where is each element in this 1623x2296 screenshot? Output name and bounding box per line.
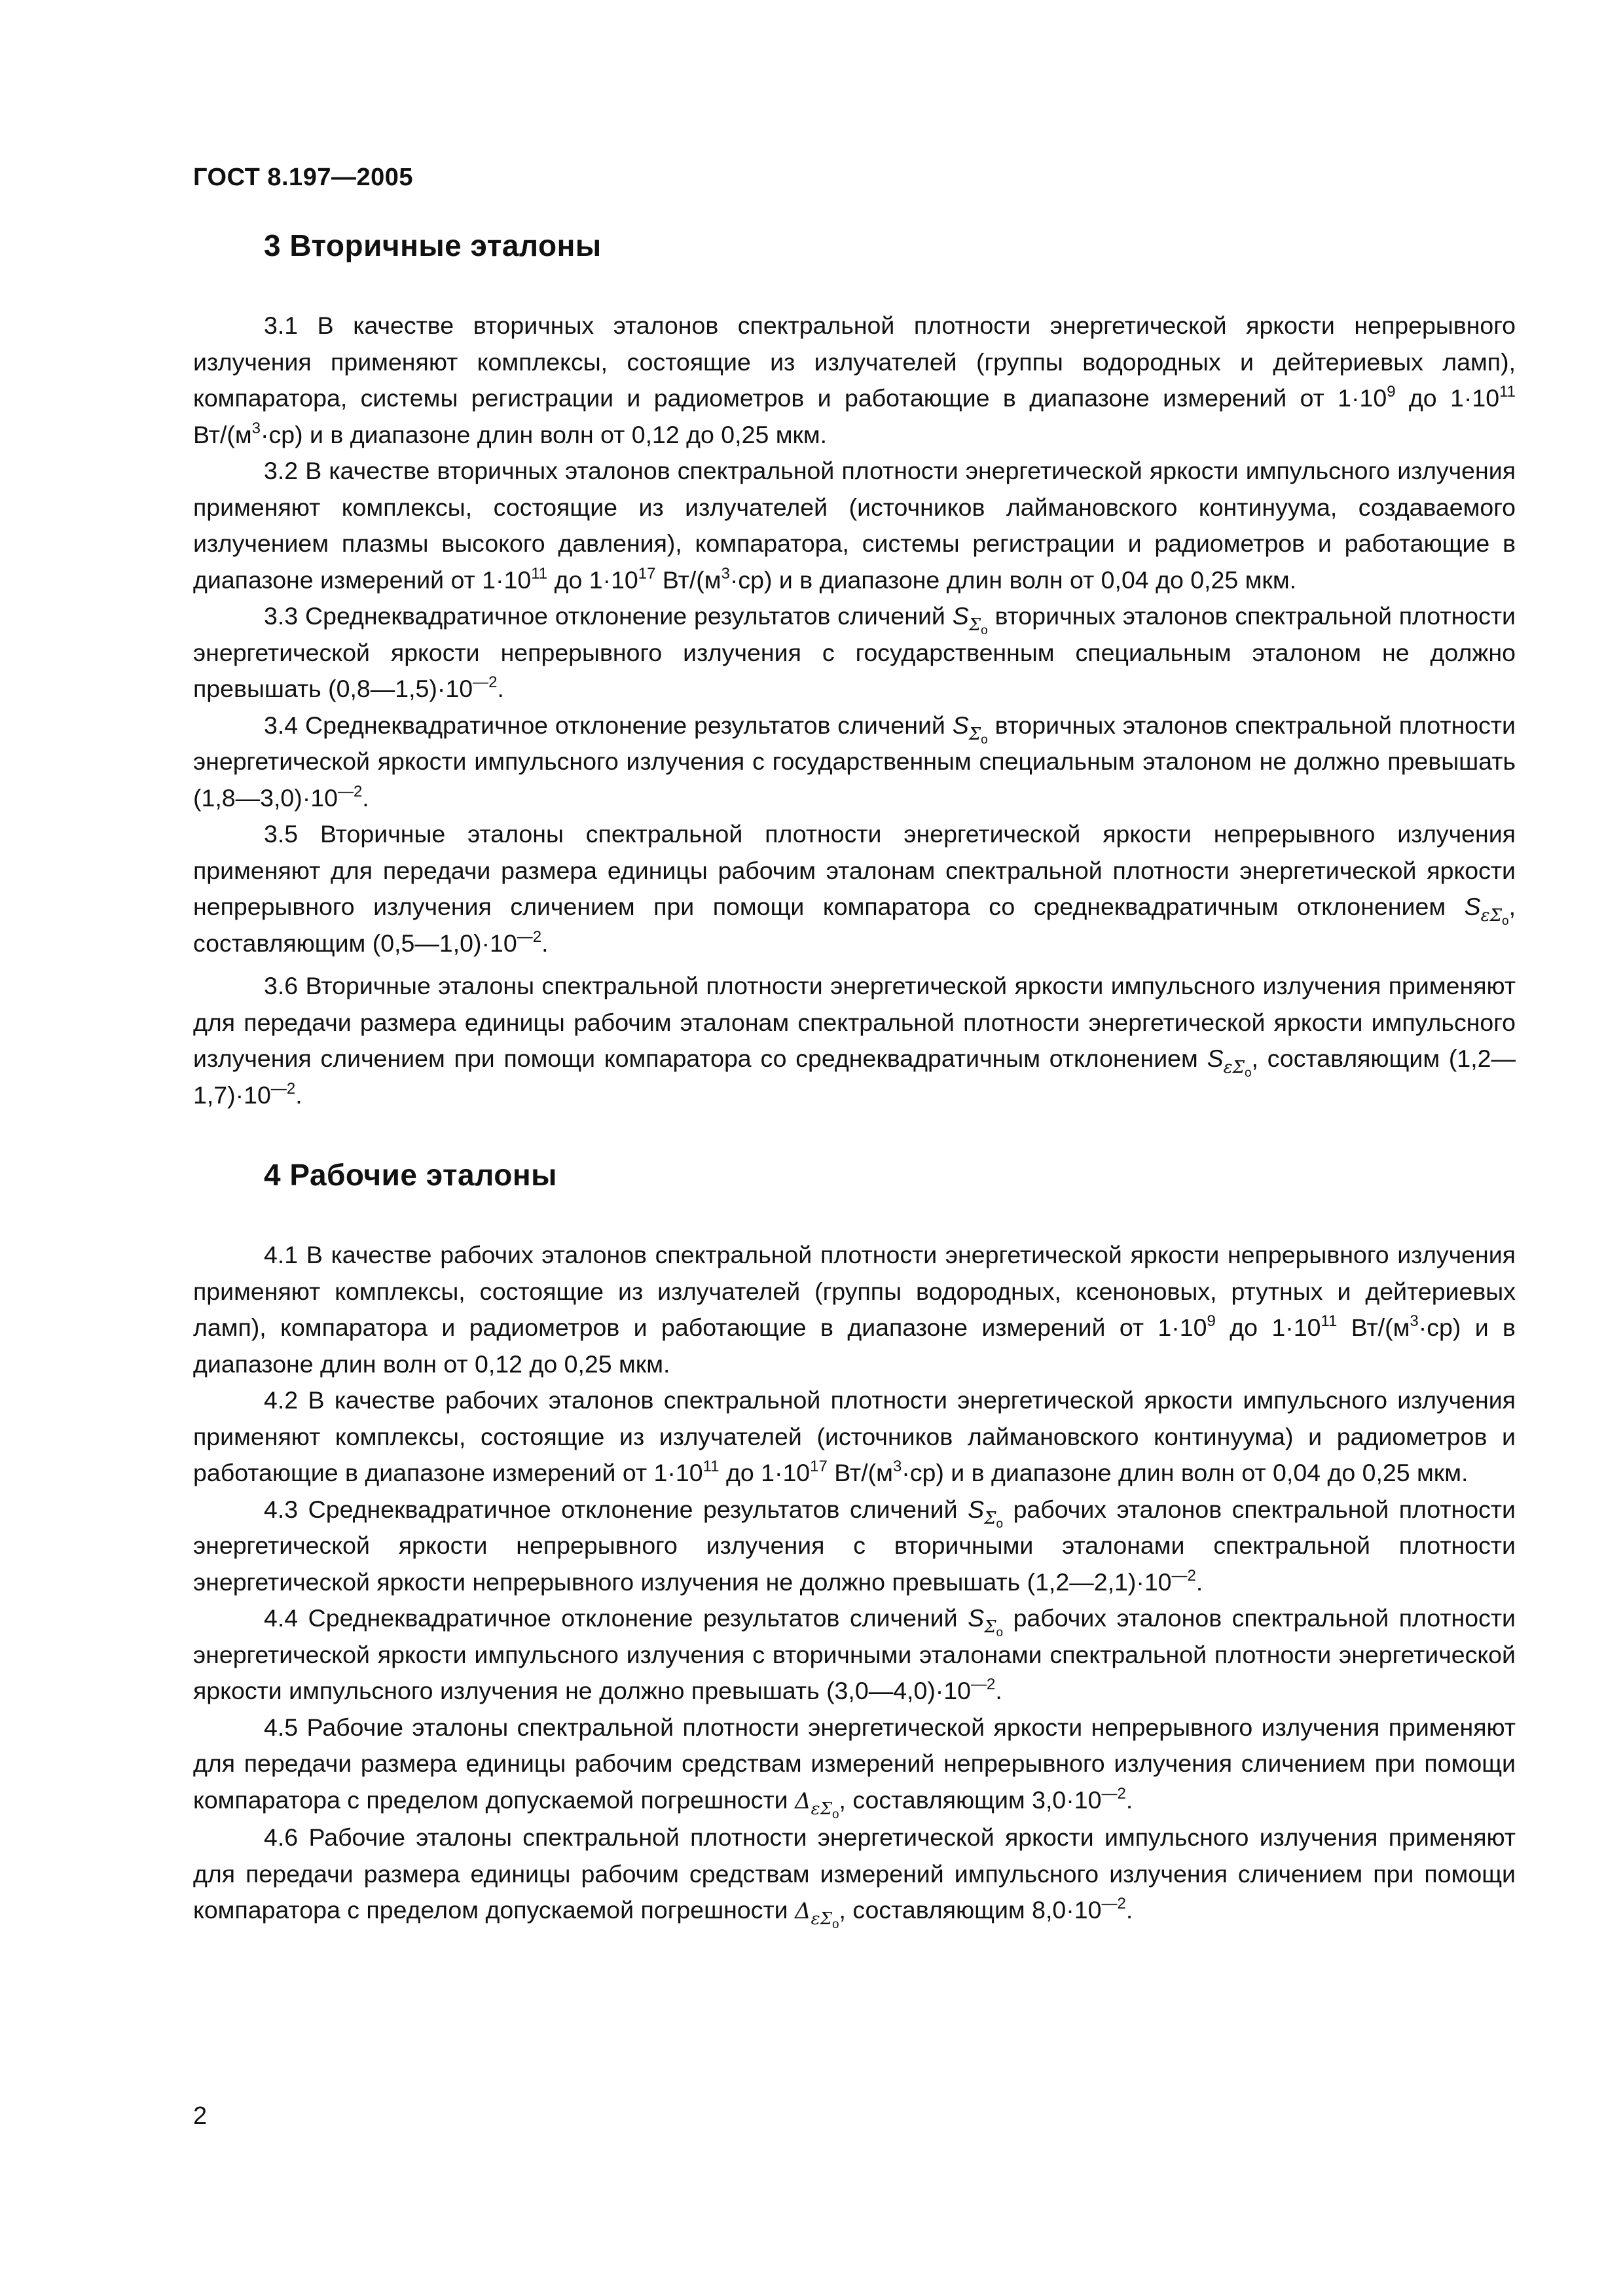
clause-3-3: 3.3 Среднеквадратичное отклонение результатов сличений $S_{\Sigma_о}$ вторичных эталонов спектральной плотности энергетической яркости непрерывного излучения с государственным специальным эталоном не должно превышать $(0,8—1,5)\cdot 10^{—2}$. [193,602,1516,702]
section-body [193,308,1516,1113]
symbol-s: S [952,711,969,739]
symbol-s: S [952,602,969,630]
document-code: ГОСТ 8.197—2005 [193,164,413,191]
section-3 [193,228,1516,1113]
page-number: 2 [193,2102,208,2130]
clause-3-4: 3.4 Среднеквадратичное отклонение результатов сличений $S_{\Sigma_о}$ вторичных эталонов спектральной плотности энергетической яркости импульсного излучения с государственным специальным эталоном не должно превышать $(1,8—3,0)\cdot 10^{—2}$. [193,711,1516,812]
section-heading: 3 Вторичные эталоны [264,228,602,262]
symbol-s: S [1207,1045,1224,1072]
section-heading: 4 Рабочие эталоны [264,1158,557,1192]
clause-4-3: 4.3 Среднеквадратичное отклонение результатов сличений $S_{\Sigma_о}$ рабочих эталонов спектральной плотности энергетической яркости непрерывного излучения с вторичными эталонами спектральной плотности энергетической яркости непрерывного излучения не должно превышать $(1,2—2,1)\cdot 10^{—2}$. [193,1495,1516,1596]
clause-4-2: 4.2 В качестве рабочих эталонов спектральной плотности энергетической яркости импульсного излучения применяют комплексы, состоящие из излучателей (источников лаймановского континуума) и радиометров и работающие в диапазоне измерений от $1\cdot 10^{11}$ до $1\cdot 10^{17}$ $Вт/(м^3\cdot ср)$ и в диапазоне длин волн от 0,04 до 0,25 мкм. [193,1386,1516,1486]
symbol-delta: Δ [795,1898,811,1924]
clause-3-2: 3.2 В качестве вторичных эталонов спектральной плотности энергетической яркости импульсного излучения применяют комплексы, состоящие из излучателей (источников лаймановского континуума, создаваемого излучением плазмы высокого давления), компаратора, системы регистрации и радиометров и работающие в диапазоне измерений от $1\cdot 10^{11}$ до $1\cdot 10^{17}$ $Вт/(м^3\cdot ср)$ и в диапазоне длин волн от 0,04 до 0,25 мкм. [193,457,1516,594]
clause-3-6: 3.6 Вторичные эталоны спектральной плотности энергетической яркости импульсного излучения применяют для передачи размера единицы рабочим эталонам спектральной плотности энергетической яркости импульсного излучения сличением при помощи компаратора со среднеквадратичным отклонением $S_{\varepsilon\Sigma_о}$, составляющим $(1,2—1,7)\cdot 10^{—2}$. [193,972,1516,1109]
clause-4-6: 4.6 Рабочие эталоны спектральной плотности энергетической яркости импульсного излучения применяют для передачи размера единицы рабочим средствам измерений импульсного излучения сличением при помощи компаратора с пределом допускаемой погрешности $\Delta_{\varepsilon\Sigma_о}$, составляющим $8,0\cdot 10^{—2}$. [193,1823,1516,1931]
symbol-s: S [968,1604,985,1632]
clause-4-5: 4.5 Рабочие эталоны спектральной плотности энергетической яркости непрерывного излучения применяют для передачи размера единицы рабочим средствам измерений непрерывного излучения сличением при помощи компаратора с пределом допускаемой погрешности $\Delta_{\varepsilon\Sigma_о}$, составляющим $3,0\cdot 10^{—2}$. [193,1713,1516,1821]
section-body [193,1237,1516,1930]
section-4 [193,1157,1516,1930]
symbol-delta: Δ [795,1787,811,1814]
clause-4-1: 4.1 В качестве рабочих эталонов спектральной плотности энергетической яркости непрерывного излучения применяют комплексы, состоящие из излучателей (группы водородных, ксеноновых, ртутных и дейтериевых ламп), компаратора и радиометров и работающие в диапазоне измерений от $1\cdot 10^9$ до $1\cdot 10^{11}$ $Вт/(м^3\cdot ср)$ и в диапазоне длин волн от 0,12 до 0,25 мкм. [193,1241,1516,1378]
symbol-s: S [1464,893,1481,920]
symbol-s: S [968,1495,985,1523]
clause-3-1: 3.1 В качестве вторичных эталонов спектральной плотности энергетической яркости непрерывного излучения применяют комплексы, состоящие из излучателей (группы водородных и дейтериевых ламп), компаратора, системы регистрации и радиометров и работающие в диапазоне измерений от $1\cdot 10^9$ до $1\cdot 10^{11}$ $Вт/(м^3\cdot ср)$ и в диапазоне длин волн от 0,12 до 0,25 мкм. [193,312,1516,448]
clause-4-4: 4.4 Среднеквадратичное отклонение результатов сличений $S_{\Sigma_о}$ рабочих эталонов спектральной плотности энергетической яркости импульсного излучения с вторичными эталонами спектральной плотности энергетической яркости импульсного излучения не должно превышать $(3,0—4,0)\cdot 10^{—2}$. [193,1604,1516,1704]
clause-3-5: 3.5 Вторичные эталоны спектральной плотности энергетической яркости непрерывного излучения применяют для передачи размера единицы рабочим эталонам спектральной плотности энергетической яркости непрерывного излучения сличением при помощи компаратора со среднеквадратичным отклонением $S_{\varepsilon\Sigma_о}$, составляющим $(0,5—1,0)\cdot 10^{—2}$. [193,820,1516,957]
